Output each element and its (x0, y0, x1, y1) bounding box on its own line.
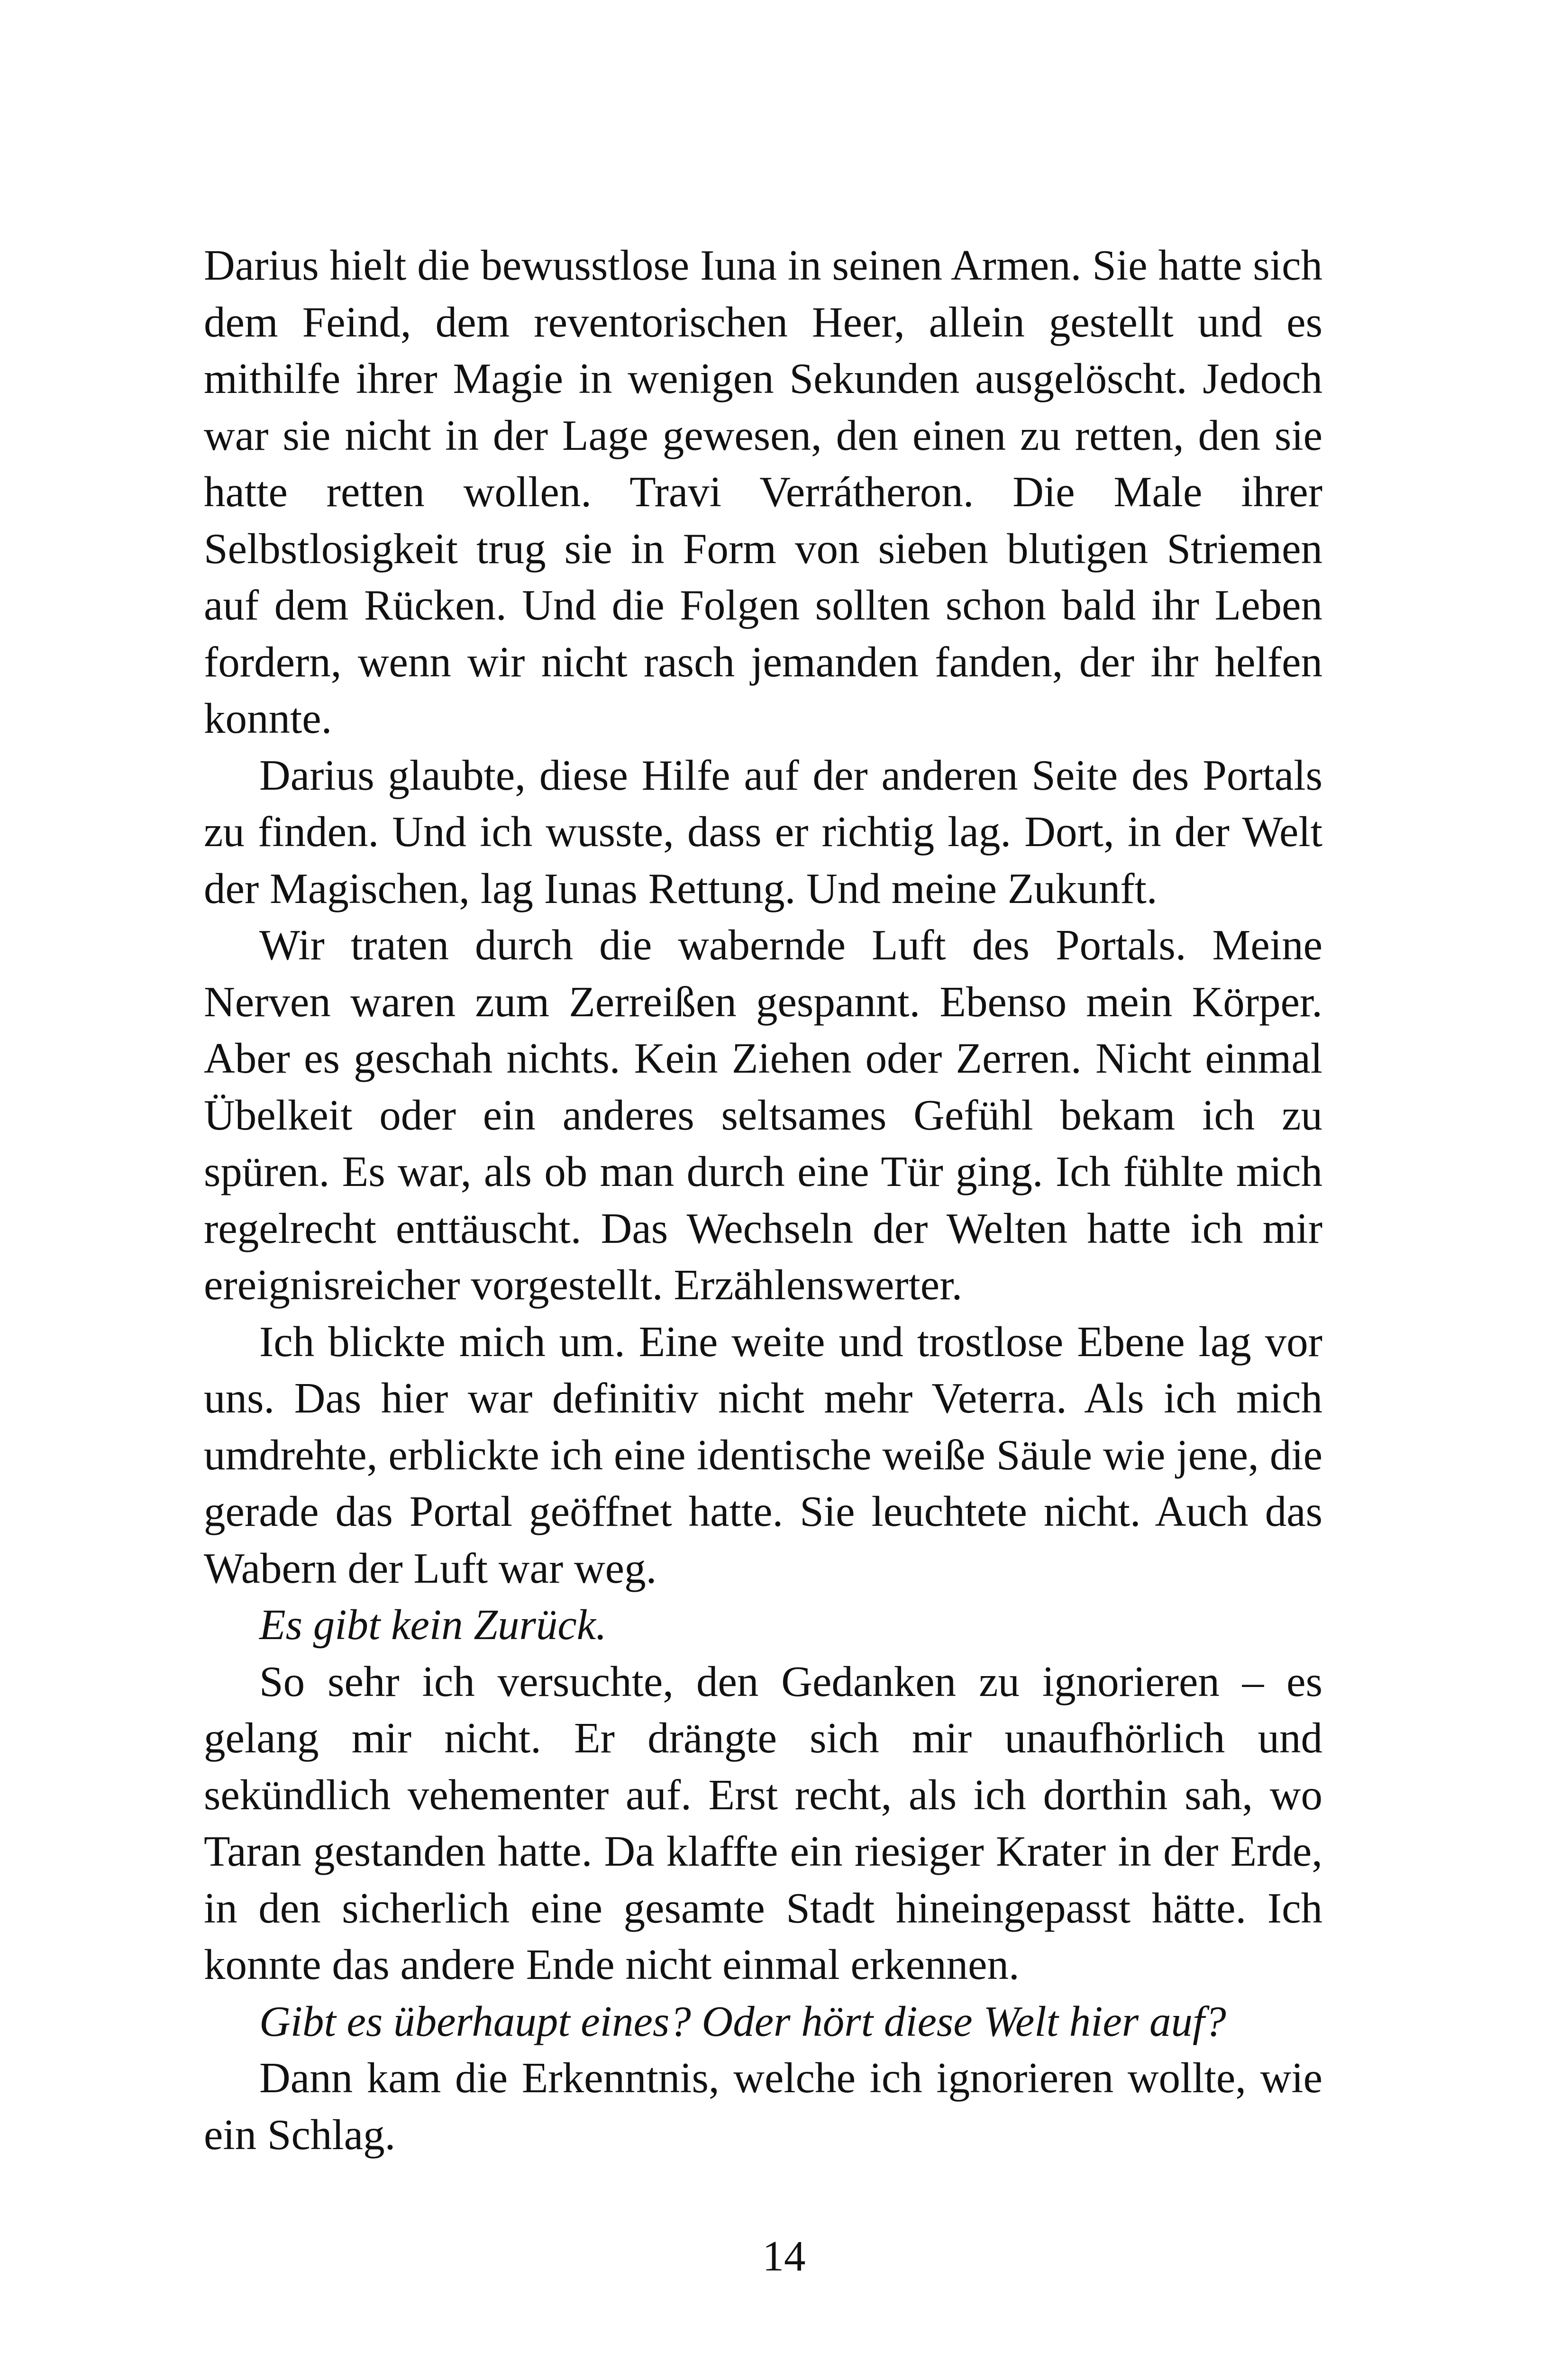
paragraph-3: Wir traten durch die wabernde Luft des Portals. Meine Nerven waren zum Zerreißen gespannt. Ebenso mein Körper. Aber es geschah nichts. Kein Ziehen oder Zerren. Nicht einmal Übelkeit oder ein anderes seltsames Gefühl bekam ich zu spüren. Es war, als ob man durch eine Tür ging. Ich fühlte mich regelrecht enttäuscht. Das Wechseln der Welten hatte ich mir ereignisreicher vorgestellt. Erzählenswerter. (204, 921, 1322, 1309)
paragraph-6: So sehr ich versuchte, den Gedanken zu ignorieren – es gelang mir nicht. Er drängte sich mir unaufhörlich und sekündlich vehementer auf. Erst recht, als ich dorthin sah, wo Taran gestanden hatte. Da klaffte ein riesiger Krater in der Erde, in den sicherlich eine gesamte Stadt hineingepasst hätte. Ich konnte das andere Ende nicht einmal erkennen. (204, 1657, 1322, 1988)
paragraph-5-thought: Es gibt kein Zurück. (259, 1601, 607, 1649)
paragraph-4: Ich blickte mich um. Eine weite und trostlose Ebene lag vor uns. Das hier war definitiv nicht mehr Veterra. Als ich mich umdrehte, erblickte ich eine identische weiße Säule wie jene, die gerade das Portal geöffnet hatte. Sie leuchtete nicht. Auch das Wabern der Luft war weg. (204, 1317, 1322, 1592)
page-number: 14 (762, 2232, 806, 2280)
body-text (204, 237, 1322, 2163)
paragraph-2: Darius glaubte, diese Hilfe auf der anderen Seite des Portals zu finden. Und ich wusste, dass er richtig lag. Dort, in der Welt der Magischen, lag Iunas Rettung. Und meine Zukunft. (204, 751, 1322, 912)
paragraph-8: Dann kam die Erkenntnis, welche ich ignorieren wollte, wie ein Schlag. (204, 2054, 1322, 2159)
paragraph-7-thought: Gibt es überhaupt eines? Oder hört diese Welt hier auf? (259, 1997, 1226, 2045)
paragraph-1: Darius hielt die bewusstlose Iuna in seinen Armen. Sie hatte sich dem Feind, dem reventorischen Heer, allein gestellt und es mithilfe ihrer Magie in wenigen Sekunden ausgelöscht. Jedoch war sie nicht in der Lage gewesen, den einen zu retten, den sie hatte retten wollen. Travi Verrátheron. Die Male ihrer Selbstlosigkeit trug sie in Form von sieben blutigen Striemen auf dem Rücken. Und die Folgen sollten schon bald ihr Leben fordern, wenn wir nicht rasch jemanden fanden, der ihr helfen konnte. (204, 241, 1322, 742)
